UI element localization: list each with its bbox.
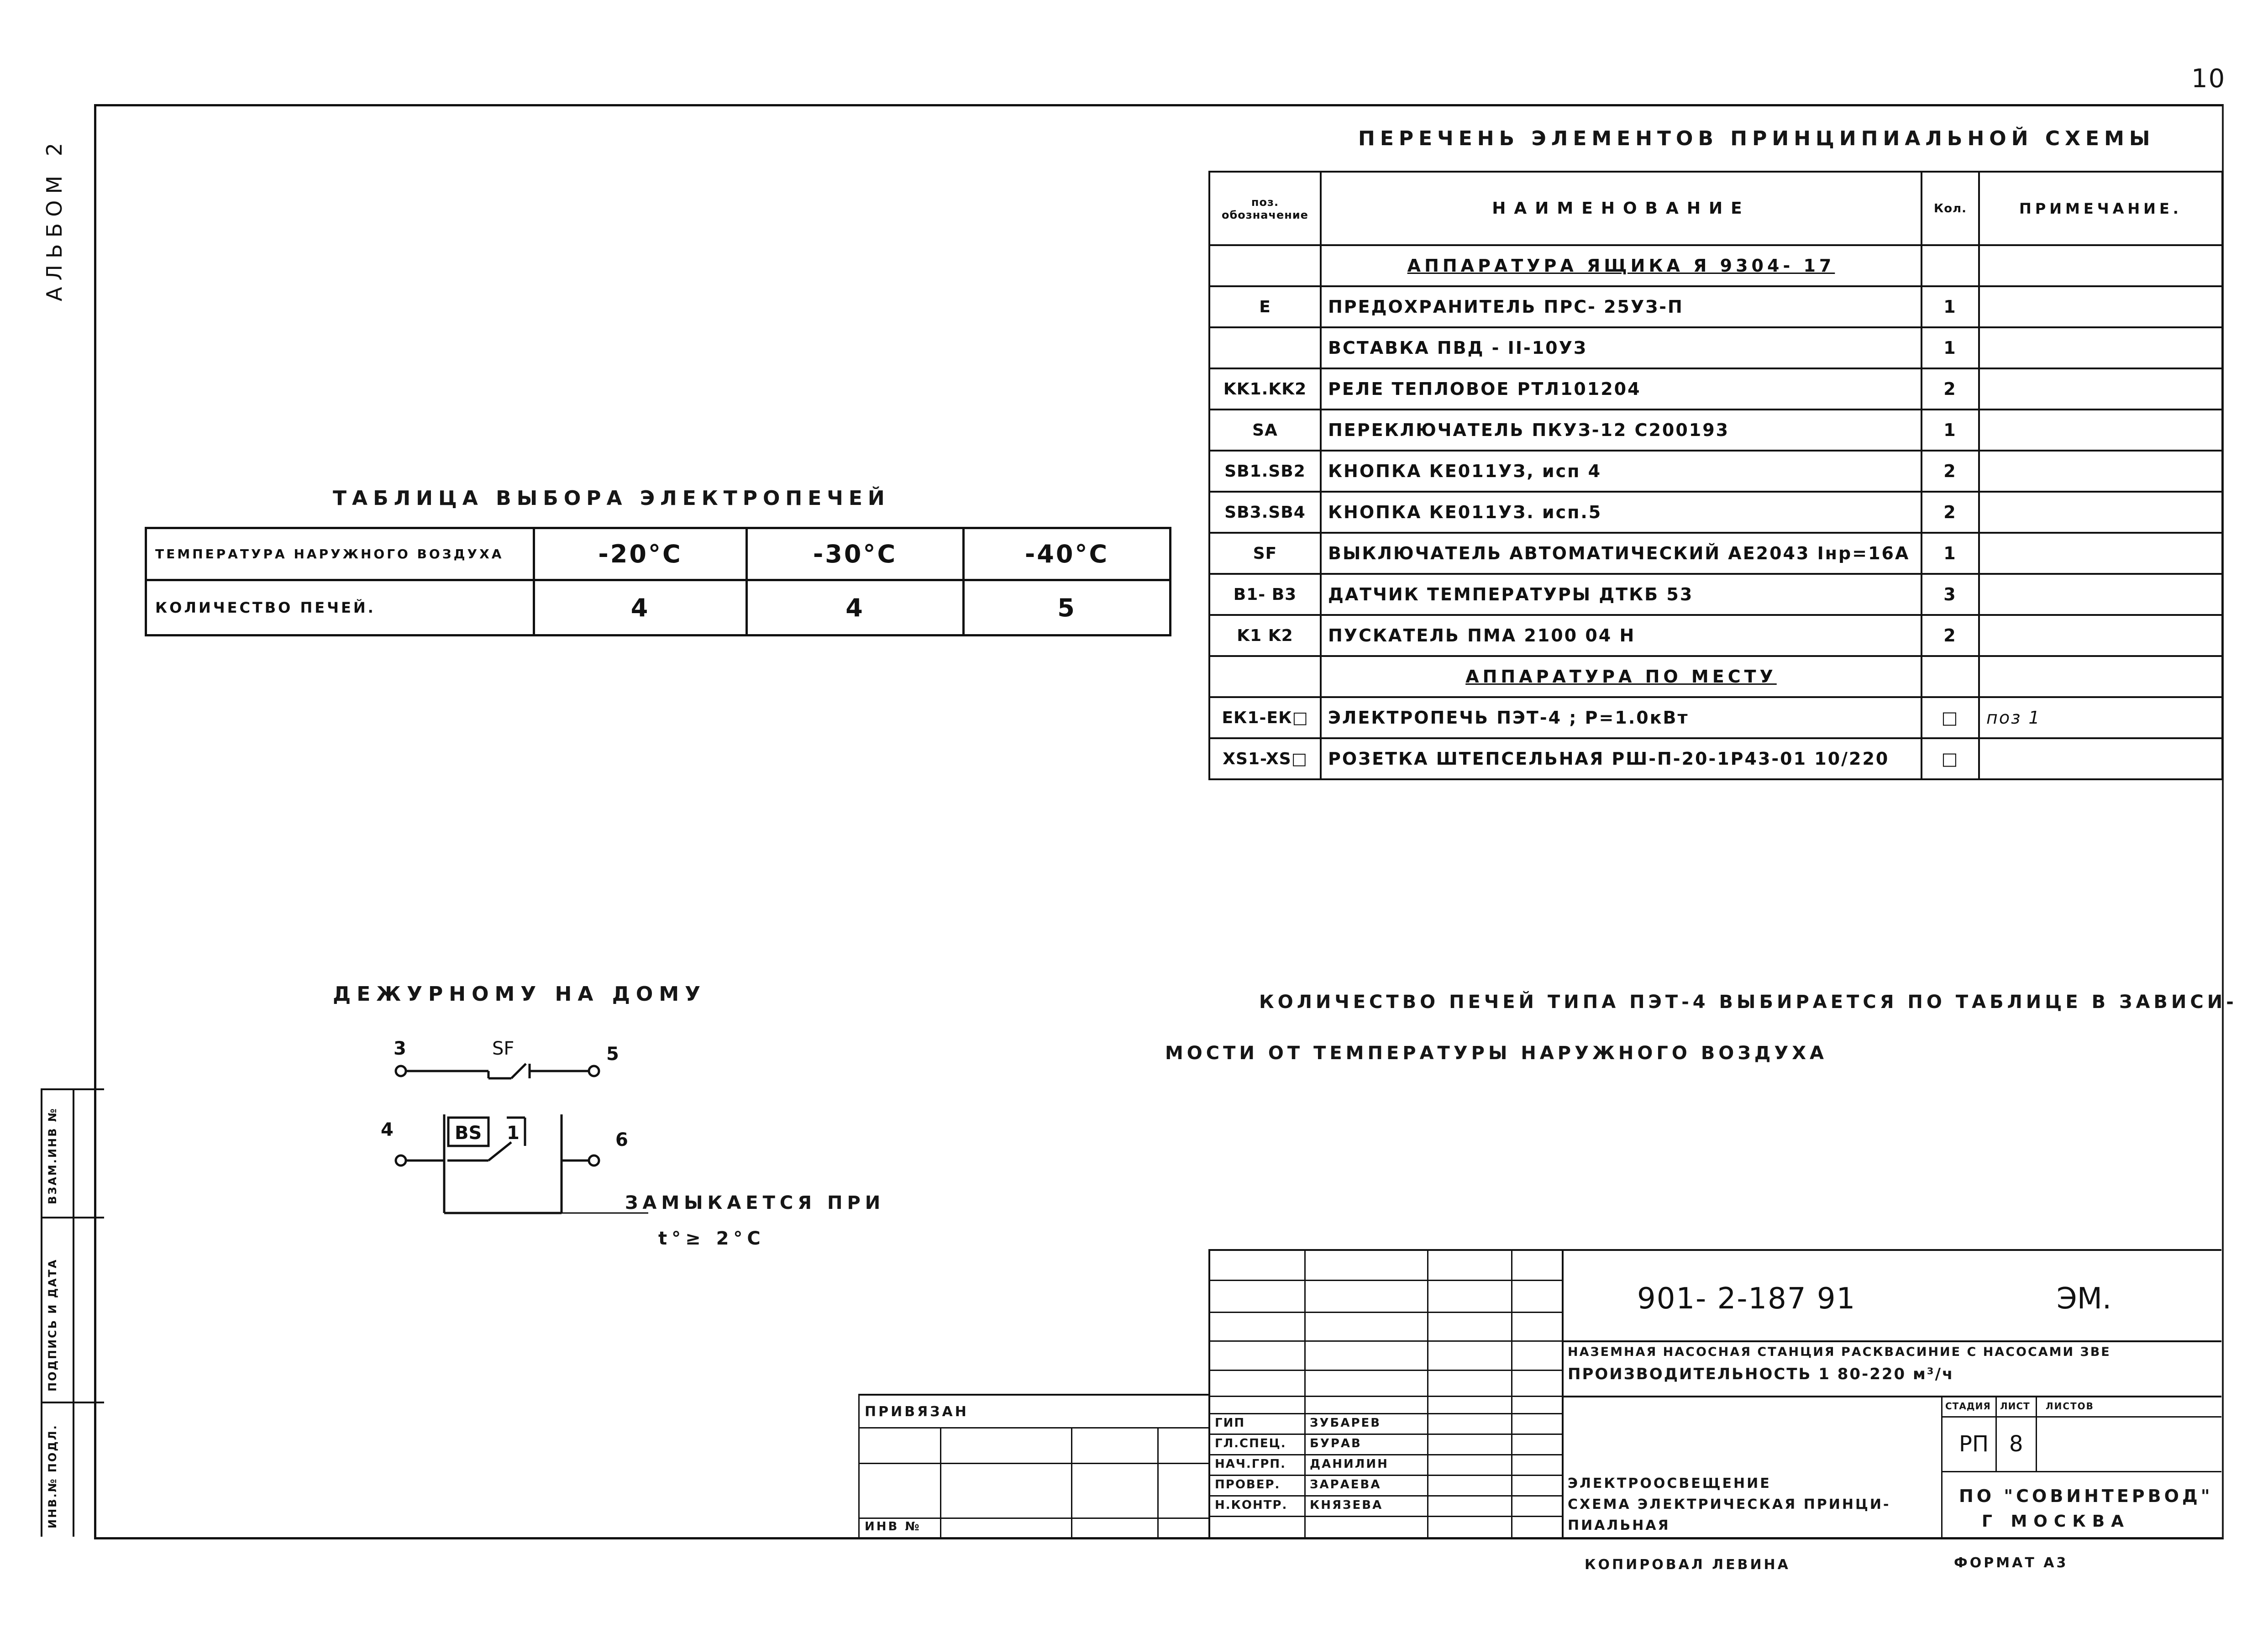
element-name-cell: ПУСКАТЕЛЬ ПМА 2100 04 Н — [1321, 615, 1922, 656]
element-designation-cell: B1- B3 — [1209, 574, 1321, 615]
heater-count-label: КОЛИЧЕСТВО ПЕЧЕЙ. — [146, 580, 534, 635]
bs-label: BS — [455, 1123, 482, 1144]
element-quantity-cell: 2 — [1922, 451, 1979, 492]
role-label: НАЧ.ГРП. — [1215, 1457, 1286, 1471]
elements-list-title: ПЕРЕЧЕНЬ ЭЛЕМЕНТОВ ПРИНЦИПИАЛЬНОЙ СХЕМЫ — [1358, 127, 2155, 150]
element-note-cell — [1979, 533, 2222, 574]
heater-count-value: 4 — [534, 580, 747, 635]
sheet-title-line1: ЭЛЕКТРООСВЕЩЕНИЕ — [1568, 1476, 1771, 1491]
element-designation-cell: SF — [1209, 533, 1321, 574]
duty-circuit-diagram — [374, 1036, 657, 1233]
copied-by: КОПИРОВАЛ ЛЕВИНА — [1585, 1557, 1790, 1573]
element-name-cell: ПРЕДОХРАНИТЕЛЬ ПРС- 25УЗ-П — [1321, 286, 1922, 327]
signer-name: ДАНИЛИН — [1310, 1457, 1389, 1471]
element-name-cell: РЕЛЕ ТЕПЛОВОЕ РТЛ101204 — [1321, 368, 1922, 410]
sf-contact — [511, 1064, 526, 1078]
element-quantity-cell: □ — [1922, 697, 1979, 738]
inventory-number-label: ИНВ № — [865, 1520, 921, 1533]
heater-count-row — [146, 580, 1171, 635]
element-designation-cell — [1209, 327, 1321, 368]
element-name-cell: КНОПКА КЕ011УЗ. исп.5 — [1321, 492, 1922, 533]
element-designation-cell: E — [1209, 286, 1321, 327]
temperature-value: -30°С — [747, 528, 964, 580]
element-designation-cell: SA — [1209, 410, 1321, 451]
element-note-cell: поз 1 — [1979, 697, 2222, 738]
element-designation-cell — [1209, 245, 1321, 286]
element-name-cell: ПЕРЕКЛЮЧАТЕЛЬ ПКУЗ-12 С200193 — [1321, 410, 1922, 451]
element-designation-cell: SB3.SB4 — [1209, 492, 1321, 533]
elements-row — [1209, 574, 2222, 615]
element-name-cell: ЭЛЕКТРОПЕЧЬ ПЭТ-4 ; Р=1.0кВт — [1321, 697, 1922, 738]
element-designation-cell: SB1.SB2 — [1209, 451, 1321, 492]
role-label: ГЛ.СПЕЦ. — [1215, 1437, 1286, 1450]
terminal-4-node — [396, 1155, 406, 1166]
signer-name: ЗАРАЕВА — [1310, 1478, 1381, 1491]
element-name-cell: АППАРАТУРА ЯЩИКА Я 9304- 17 — [1321, 245, 1922, 286]
elements-row — [1209, 368, 2222, 410]
element-note-cell — [1979, 245, 2222, 286]
binding-title: ПРИВЯЗАН — [865, 1404, 969, 1420]
element-note-cell — [1979, 656, 2222, 697]
elements-row — [1209, 492, 2222, 533]
element-name-cell: РОЗЕТКА ШТЕПСЕЛЬНАЯ РШ-П-20-1Р43-01 10/220 — [1321, 738, 1922, 779]
elements-row — [1209, 533, 2222, 574]
elements-section-row — [1209, 245, 2222, 286]
album-label: АЛЬБОМ 2 — [42, 137, 67, 301]
elements-row — [1209, 327, 2222, 368]
element-quantity-cell: 2 — [1922, 492, 1979, 533]
role-label: ГИП — [1215, 1416, 1245, 1430]
selection-note-line2: МОСТИ ОТ ТЕМПЕРАТУРЫ НАРУЖНОГО ВОЗДУХА — [1165, 1043, 1827, 1064]
object-line2: ПРОИЗВОДИТЕЛЬНОСТЬ 1 80-220 м³/ч — [1568, 1365, 1954, 1383]
element-note-cell — [1979, 286, 2222, 327]
elements-header-row — [1209, 172, 2222, 245]
element-quantity-cell: 3 — [1922, 574, 1979, 615]
element-note-cell — [1979, 368, 2222, 410]
object-line1: НАЗЕМНАЯ НАСОСНАЯ СТАНЦИЯ РАСКВАСИНИЕ С НАСОСАМИ ЗВЕ — [1568, 1345, 2111, 1359]
element-designation-cell: KK1.KK2 — [1209, 368, 1321, 410]
duty-circuit-note-line1: ЗАМЫКАЕТСЯ ПРИ — [625, 1192, 885, 1213]
stage-value: РП — [1959, 1431, 1989, 1457]
elements-row — [1209, 410, 2222, 451]
terminal-3-node — [396, 1066, 406, 1076]
element-note-cell — [1979, 738, 2222, 779]
terminal-3-label: 3 — [394, 1038, 406, 1059]
elements-row — [1209, 615, 2222, 656]
element-quantity-cell — [1922, 245, 1979, 286]
element-quantity-cell: 1 — [1922, 286, 1979, 327]
element-note-cell — [1979, 327, 2222, 368]
role-label: Н.КОНТР. — [1215, 1498, 1288, 1512]
heater-selection-table — [145, 527, 1171, 636]
bs-contact — [488, 1142, 511, 1161]
signature-date-label: ПОДПИСЬ И ДАТА — [46, 1258, 59, 1392]
temperature-row — [146, 528, 1171, 580]
quantity-header: Кол. — [1922, 172, 1979, 245]
element-quantity-cell: 1 — [1922, 410, 1979, 451]
terminal-6-label: 6 — [615, 1129, 628, 1150]
elements-list-body — [1209, 245, 2222, 779]
selection-table-title: ТАБЛИЦА ВЫБОРА ЭЛЕКТРОПЕЧЕЙ — [333, 487, 890, 510]
signer-name: БУРАВ — [1310, 1437, 1362, 1450]
note-header: ПРИМЕЧАНИЕ. — [1979, 172, 2222, 245]
element-name-cell: АППАРАТУРА ПО МЕСТУ — [1321, 656, 1922, 697]
name-header: НАИМЕНОВАНИЕ — [1321, 172, 1922, 245]
replaced-inventory-label: ВЗАМ.ИНВ № — [46, 1107, 59, 1204]
sheet-value: 8 — [2009, 1431, 2023, 1457]
page-number: 10 — [2191, 64, 2226, 94]
terminal-5-node — [589, 1066, 599, 1076]
selection-note-line1: КОЛИЧЕСТВО ПЕЧЕЙ ТИПА ПЭТ-4 ВЫБИРАЕТСЯ ПО ТАБЛИЦЕ В ЗАВИСИ- — [1259, 992, 2237, 1013]
role-label: ПРОВЕР. — [1215, 1478, 1281, 1491]
element-note-cell — [1979, 615, 2222, 656]
element-note-cell — [1979, 574, 2222, 615]
designation-header: поз. обозначение — [1209, 172, 1321, 245]
sf-label: SF — [492, 1038, 514, 1059]
elements-list-table — [1208, 171, 2223, 780]
title-block — [1208, 1249, 2221, 1539]
sheet-header: ЛИСТ — [2000, 1401, 2030, 1412]
signer-name: КНЯЗЕВА — [1310, 1498, 1383, 1512]
organization-line1: ПО "СОВИНТЕРВОД" — [1959, 1486, 2213, 1506]
element-quantity-cell: 2 — [1922, 368, 1979, 410]
element-designation-cell: ЕК1-ЕК□ — [1209, 697, 1321, 738]
elements-row — [1209, 738, 2222, 779]
document-mark: ЭМ. — [2057, 1282, 2112, 1316]
element-note-cell — [1979, 492, 2222, 533]
signer-name: ЗУБАРЕВ — [1310, 1416, 1381, 1430]
element-quantity-cell: 1 — [1922, 533, 1979, 574]
element-designation-cell: XS1-XS□ — [1209, 738, 1321, 779]
heater-count-value: 4 — [747, 580, 964, 635]
duty-circuit-title: ДЕЖУРНОМУ НА ДОМУ — [333, 982, 707, 1006]
element-note-cell — [1979, 451, 2222, 492]
element-designation-cell — [1209, 656, 1321, 697]
original-inventory-label: ИНВ.№ ПОДЛ. — [46, 1424, 59, 1528]
temperature-value: -40°С — [964, 528, 1171, 580]
element-quantity-cell: 2 — [1922, 615, 1979, 656]
document-designation: 901- 2-187 91 — [1637, 1282, 1856, 1316]
element-note-cell — [1979, 410, 2222, 451]
element-quantity-cell — [1922, 656, 1979, 697]
stage-header: СТАДИЯ — [1945, 1401, 1991, 1412]
terminal-5-label: 5 — [606, 1044, 619, 1065]
element-quantity-cell: 1 — [1922, 327, 1979, 368]
element-name-cell: ВСТАВКА ПВД - II-10УЗ — [1321, 327, 1922, 368]
bs-contact-label: 1 — [507, 1123, 520, 1144]
elements-row — [1209, 697, 2222, 738]
element-name-cell: ВЫКЛЮЧАТЕЛЬ АВТОМАТИЧЕСКИЙ АЕ2043 Iнр=16А — [1321, 533, 1922, 574]
element-designation-cell: K1 K2 — [1209, 615, 1321, 656]
element-quantity-cell: □ — [1922, 738, 1979, 779]
element-name-cell: ДАТЧИК ТЕМПЕРАТУРЫ ДТКБ 53 — [1321, 574, 1922, 615]
elements-row — [1209, 451, 2222, 492]
sheet-format: ФОРМАТ А3 — [1954, 1555, 2068, 1571]
elements-row — [1209, 286, 2222, 327]
temperature-label: ТЕМПЕРАТУРА НАРУЖНОГО ВОЗДУХА — [146, 528, 534, 580]
sheet-title-line3: ПИАЛЬНАЯ — [1568, 1518, 1670, 1533]
organization-line2: Г МОСКВА — [1982, 1512, 2131, 1531]
side-stamp — [41, 1088, 104, 1537]
binding-block — [858, 1394, 1208, 1539]
element-name-cell: КНОПКА КЕ011УЗ, исп 4 — [1321, 451, 1922, 492]
temperature-value: -20°С — [534, 528, 747, 580]
heater-count-value: 5 — [964, 580, 1171, 635]
duty-circuit-note-line2: t°≥ 2°С — [658, 1228, 765, 1249]
terminal-4-label: 4 — [381, 1119, 394, 1140]
terminal-6-node — [589, 1155, 599, 1166]
sheet-title-line2: СХЕМА ЭЛЕКТРИЧЕСКАЯ ПРИНЦИ- — [1568, 1497, 1891, 1512]
sheets-header: ЛИСТОВ — [2046, 1401, 2094, 1412]
elements-section-row — [1209, 656, 2222, 697]
